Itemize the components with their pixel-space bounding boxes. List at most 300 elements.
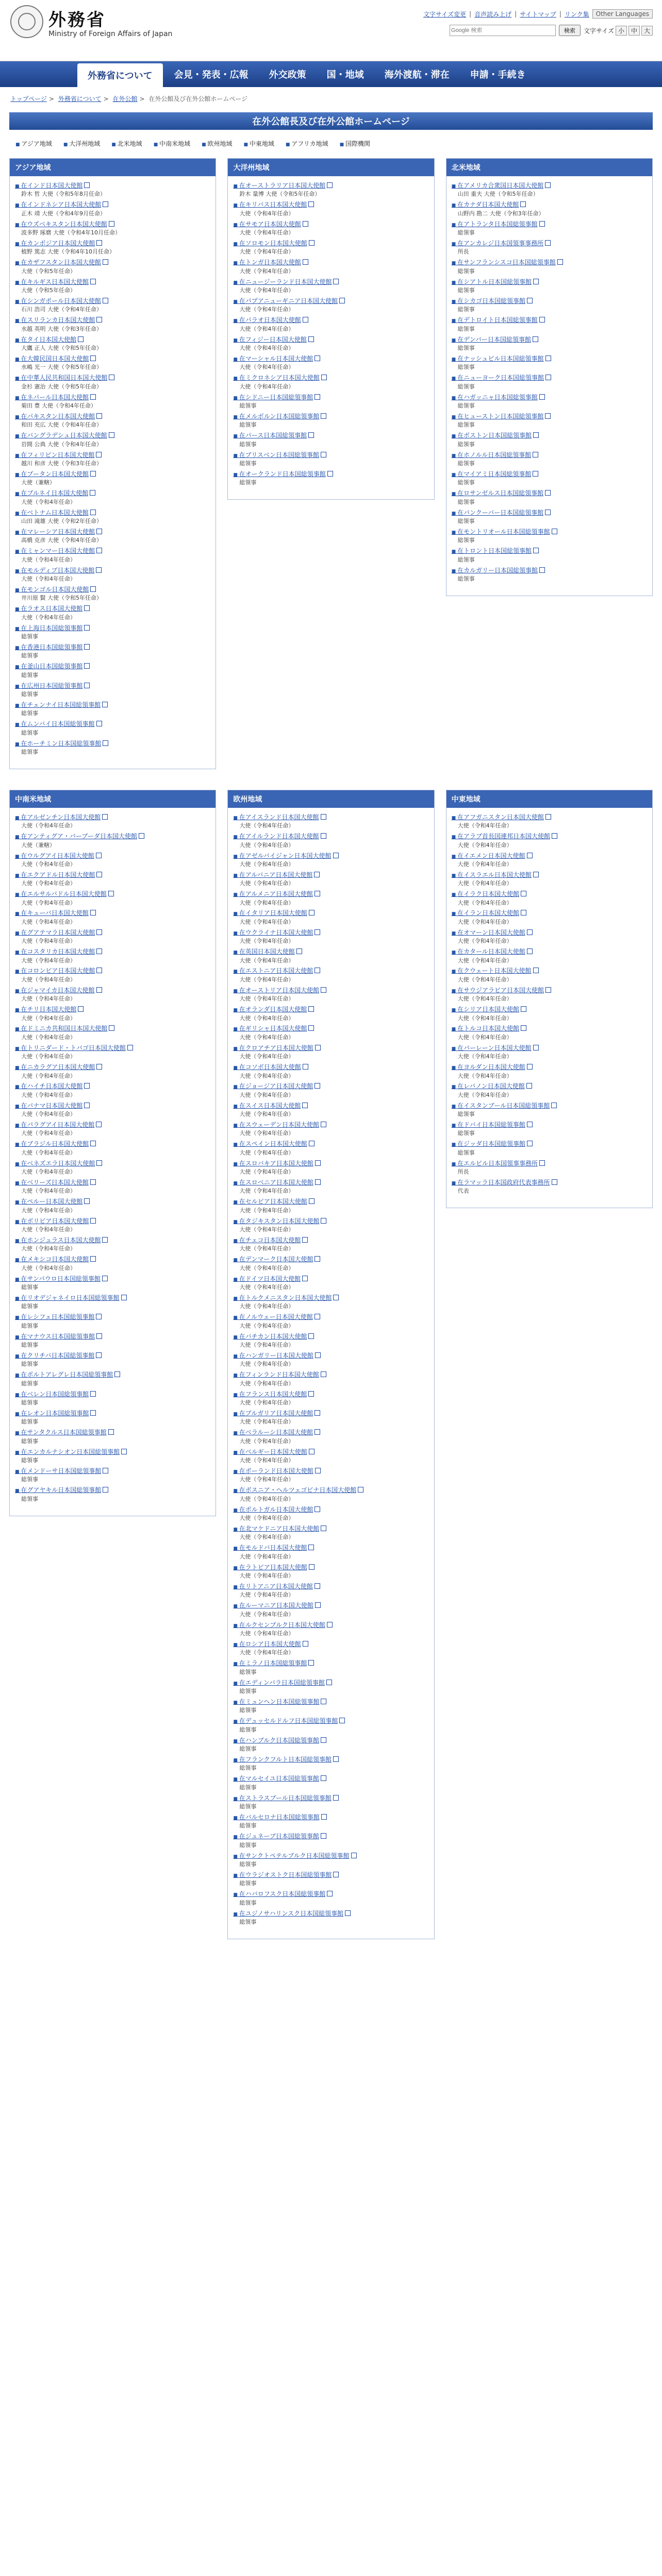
mission-link[interactable]: ■ 在ベレン日本国総領事館 [15, 1391, 89, 1398]
mission-link[interactable]: ■ 在ジョージア日本国大使館 [233, 1082, 313, 1090]
other-languages-button[interactable]: Other Languages [592, 9, 653, 19]
mission-link[interactable]: ■ 在ウクライナ日本国大使館 [233, 929, 313, 936]
mission-link[interactable]: ■ 在アルゼンチン日本国大使館 [15, 814, 101, 821]
mission-link[interactable]: ■ 在トロント日本国総領事館 [452, 547, 532, 554]
ambassador-name: 岩間 公典 大使（令和4年任命） [21, 440, 102, 448]
mission-link[interactable]: ■ 在ギリシャ日本国大使館 [233, 1025, 307, 1032]
mission-link[interactable]: ■ 在トリニダード・トバゴ日本国大使館 [15, 1044, 126, 1052]
mission-link[interactable]: ■ 在ジッダ日本国総領事館 [452, 1140, 525, 1147]
ambassador-name: 大使（令和4年任命） [239, 1226, 294, 1233]
ambassador-name: 大使（令和4年任命） [239, 1014, 294, 1022]
external-link-icon [321, 1526, 326, 1531]
ambassador-name: 総領事 [21, 710, 38, 717]
external-link-icon [527, 1064, 533, 1070]
mission-link[interactable]: ■ 在クリチバ日本国総領事館 [15, 1352, 94, 1359]
mission-link[interactable]: ■ 在マルセイユ日本国総領事館 [233, 1775, 319, 1782]
region-list [446, 176, 652, 596]
mission-link[interactable]: ■ 在広州日本国総領事館 [15, 682, 82, 689]
region-link[interactable]: ■ 大洋州地域 [63, 139, 100, 148]
mission-link[interactable]: ■ 在オマーン日本国大使館 [452, 929, 525, 936]
mission-entry [452, 200, 647, 217]
mission-entry [452, 986, 647, 1003]
mission-entry [452, 890, 647, 907]
ambassador-name: 大使（令和4年任命） [239, 1207, 294, 1214]
mission-link[interactable]: ■ 在キルギス日本国大使館 [15, 278, 89, 285]
mission-entry [233, 1313, 428, 1330]
mission-link[interactable]: ■ 在デンバー日本国総領事館 [452, 336, 531, 343]
mission-link[interactable]: ■ 在タイ日本国大使館 [15, 336, 76, 343]
external-link-icon [533, 336, 538, 342]
mission-link[interactable]: ■ 在ウズベキスタン日本国大使館 [15, 221, 107, 228]
mission-link[interactable]: ■ 在ニュージーランド日本国大使館 [233, 278, 332, 285]
mission-link[interactable]: ■ 在インドネシア日本国大使館 [15, 201, 101, 208]
mission-entry [452, 1178, 647, 1195]
mission-link[interactable]: ■ 在コロンビア日本国大使館 [15, 967, 95, 974]
mission-entry [15, 662, 210, 679]
mission-link[interactable]: ■ 在モントリオール日本国総領事館 [452, 528, 550, 535]
ambassador-name: 代表 [457, 1188, 469, 1195]
mission-entry [233, 354, 428, 371]
mission-link[interactable]: ■ 在エディンバラ日本国総領事館 [233, 1679, 325, 1686]
mission-link[interactable]: ■ 在香港日本国総領事館 [15, 643, 82, 651]
ambassador-name: 大使（令和4年任命） [21, 1053, 76, 1060]
mission-link[interactable]: ■ 在コソボ日本国大使館 [233, 1063, 301, 1071]
mission-link[interactable]: ■ 在ドミニカ共和国日本国大使館 [15, 1025, 107, 1032]
mission-link[interactable]: ■ 在オークランド日本国総領事館 [233, 470, 325, 478]
mission-link[interactable]: ■ 在カザフスタン日本国大使館 [15, 259, 101, 266]
mission-link[interactable]: ■ 在カタール日本国大使館 [452, 948, 525, 955]
mission-link[interactable]: ■ 在オーストラリア日本国大使館 [233, 182, 325, 189]
nav-item-policy[interactable]: 外交政策 [269, 70, 306, 80]
mission-link[interactable]: ■ 在ミラノ日本国総領事館 [233, 1659, 307, 1667]
external-link-icon [121, 1295, 127, 1300]
external-link-icon [521, 1006, 526, 1012]
mission-link[interactable]: ■ 在タジキスタン日本国大使館 [233, 1217, 319, 1225]
mission-link[interactable]: ■ 在バルセロナ日本国総領事館 [233, 1814, 319, 1821]
mission-link[interactable]: ■ 在ホーチミン日本国総領事館 [15, 740, 101, 747]
mission-link[interactable]: ■ 在エルサルバドル日本国大使館 [15, 890, 107, 897]
external-link-icon [96, 968, 102, 973]
font-size-small-button[interactable]: 小 [616, 26, 627, 36]
region-list [10, 176, 216, 769]
ambassador-name: 鈴木 哲 大使（令和5年8月任命） [21, 191, 106, 198]
mission-link[interactable]: ■ 在オランダ日本国大使館 [233, 1006, 307, 1013]
mission-link[interactable]: ■ 在アメリカ合衆国日本国大使館 [452, 182, 544, 189]
mission-link[interactable]: ■ 在シカゴ日本国総領事館 [452, 297, 525, 304]
mission-link[interactable]: ■ 在ジャマイカ日本国大使館 [15, 987, 95, 994]
mission-link[interactable]: ■ 在チリ日本国大使館 [15, 1006, 76, 1013]
external-link-icon [103, 740, 108, 746]
mission-link[interactable]: ■ 在イタリア日本国大使館 [233, 909, 307, 917]
mission-link[interactable]: ■ 在ラトビア日本国大使館 [233, 1564, 307, 1571]
font-size-medium-button[interactable]: 中 [628, 26, 640, 36]
ambassador-name: 総領事 [239, 1803, 257, 1810]
mission-link[interactable]: ■ 在モルドバ日本国大使館 [233, 1544, 307, 1551]
mission-entry [15, 1313, 210, 1330]
mission-link[interactable]: ■ 在キューバ日本国大使館 [15, 909, 89, 917]
mission-link[interactable]: ■ 在パキスタン日本国大使館 [15, 413, 95, 420]
mission-link[interactable]: ■ 在アンティグア・バーブーダ日本国大使館 [15, 833, 137, 840]
mission-link[interactable]: ■ 在ホンジュラス日本国大使館 [15, 1236, 101, 1244]
search-button[interactable]: 検索 [559, 25, 581, 36]
mission-link[interactable]: ■ 在ボスニア・ヘルツェゴビナ日本国大使館 [233, 1486, 356, 1494]
ambassador-name: 総領事 [21, 1342, 38, 1349]
mission-link[interactable]: ■ 在マナウス日本国総領事館 [15, 1333, 95, 1340]
mission-link[interactable]: ■ 在ブラジル日本国大使館 [15, 1140, 89, 1147]
mission-link[interactable]: ■ 在レオン日本国総領事館 [15, 1410, 89, 1417]
mission-entry [452, 393, 647, 410]
mission-link[interactable]: ■ 在ポルトアレグレ日本国総領事館 [15, 1371, 113, 1378]
mission-link[interactable]: ■ 在チェコ日本国大使館 [233, 1236, 301, 1244]
mission-link[interactable]: ■ 在フィリピン日本国大使館 [15, 451, 94, 459]
ambassador-name: 大使（令和4年任命） [21, 1111, 76, 1118]
mission-link[interactable]: ■ 在トルコ日本国大使館 [452, 1025, 519, 1032]
mission-link[interactable]: ■ 在アゼルバイジャン日本国大使館 [233, 852, 331, 859]
mission-link[interactable]: ■ 在ムンバイ日本国総領事館 [15, 720, 95, 727]
mission-entry [233, 1486, 428, 1503]
mission-link[interactable]: ■ 在デンマーク日本国大使館 [233, 1256, 313, 1263]
mission-link[interactable]: ■ 在ハンガリー日本国大使館 [233, 1352, 313, 1359]
mission-link[interactable]: ■ 在パナマ日本国大使館 [15, 1102, 82, 1109]
mission-link[interactable]: ■ 在メキシコ日本国大使館 [15, 1256, 89, 1263]
mission-link[interactable]: ■ 在スイス日本国大使館 [233, 1102, 301, 1109]
mission-entry [233, 1813, 428, 1830]
external-link-icon [526, 1083, 532, 1089]
region-box [446, 790, 653, 1209]
mission-link[interactable]: ■ 在シンガポール日本国大使館 [15, 297, 101, 304]
ambassador-name: 大使（令和4年任命） [457, 1014, 512, 1022]
mission-link[interactable]: ■ 在メルボルン日本国総領事館 [233, 413, 319, 420]
mission-link[interactable]: ■ 在アトランタ日本国総領事館 [452, 221, 538, 228]
mission-link[interactable]: ■ 在カナダ日本国大使館 [452, 201, 519, 208]
mission-link[interactable]: ■ 在ウルグアイ日本国大使館 [15, 852, 94, 859]
mission-link[interactable]: ■ 在ベラルーシ日本国大使館 [233, 1429, 313, 1436]
mission-link[interactable]: ■ 在ロサンゼルス日本国総領事館 [452, 489, 543, 497]
mission-link[interactable]: ■ 在ハガッニャ日本国総領事館 [452, 394, 538, 401]
mission-link[interactable]: ■ 在レシフェ日本国総領事館 [15, 1313, 94, 1320]
mission-link[interactable]: ■ 在マイアミ日本国総領事館 [452, 470, 532, 478]
region-link[interactable]: ■ 国際機関 [340, 139, 370, 148]
mission-link[interactable]: ■ 在バーレーン日本国大使館 [452, 1044, 532, 1052]
ambassador-name: 和田 充広 大使（令和4年任命） [21, 421, 102, 429]
mission-link[interactable]: ■ 在北マケドニア日本国大使館 [233, 1525, 319, 1532]
ambassador-name: 大使（令和4年任命） [239, 957, 294, 964]
nav-item-travel[interactable]: 海外渡航・滞在 [384, 70, 450, 80]
mission-entry [452, 181, 647, 198]
mission-link[interactable]: ■ 在ミクロネシア日本国大使館 [233, 374, 319, 381]
mission-link[interactable]: ■ 在クウェート日本国大使館 [452, 967, 532, 974]
mission-link[interactable]: ■ 在エルビル日本国領事事務所 [452, 1160, 538, 1167]
mission-link[interactable]: ■ 在リトアニア日本国大使館 [233, 1583, 312, 1590]
mission-link[interactable]: ■ 在ベルギー日本国大使館 [233, 1448, 307, 1455]
mission-link[interactable]: ■ 在グアヤキル日本国総領事館 [15, 1486, 101, 1494]
mission-link[interactable]: ■ 在サンタクルス日本国総領事館 [15, 1429, 107, 1436]
ambassador-name: 総領事 [21, 1476, 38, 1483]
mission-entry [452, 1024, 647, 1041]
mission-link[interactable]: ■ 在スロベニア日本国大使館 [233, 1179, 313, 1186]
mission-entry [233, 451, 428, 468]
mission-link[interactable]: ■ 在ハンブルク日本国総領事館 [233, 1737, 319, 1744]
region-link[interactable]: ■ 欧州地域 [202, 139, 232, 148]
mission-link[interactable]: ■ 在ポーランド日本国大使館 [233, 1467, 313, 1475]
mission-link[interactable]: ■ 在スウェーデン日本国大使館 [233, 1121, 319, 1128]
external-link-icon [533, 872, 539, 877]
ambassador-name: 大使（令和4年任命） [457, 1053, 512, 1060]
nav-item-press[interactable]: 会見・発表・広報 [174, 70, 249, 80]
mission-link[interactable]: ■ 在クロアチア日本国大使館 [233, 1044, 313, 1052]
utility-link[interactable]: リンク集 [564, 10, 589, 18]
mission-link[interactable]: ■ 在ユジノサハリンスク日本国総領事館 [233, 1910, 343, 1917]
site-logo[interactable] [10, 5, 172, 38]
mission-link[interactable]: ■ 在トルクメニスタン日本国大使館 [233, 1294, 332, 1301]
mission-link[interactable]: ■ 在パプアニューギニア日本国大使館 [233, 297, 338, 304]
mission-link[interactable]: ■ 在上海日本国総領事館 [15, 624, 82, 632]
mission-link[interactable]: ■ 在サウジアラビア日本国大使館 [452, 987, 544, 994]
mission-link[interactable]: ■ 在ウラジオストク日本国総領事館 [233, 1871, 332, 1878]
mission-entry [15, 509, 210, 526]
mission-link[interactable]: ■ 在オーストリア日本国大使館 [233, 987, 319, 994]
mission-link[interactable]: ■ 在バンクーバー日本国総領事館 [452, 509, 544, 516]
mission-link[interactable]: ■ 在モンゴル日本国大使館 [15, 586, 89, 593]
region-link[interactable]: ■ 中南米地域 [154, 139, 190, 148]
external-link-icon [315, 355, 320, 361]
mission-link[interactable]: ■ 在アラブ首長国連邦日本国大使館 [452, 833, 550, 840]
external-link-icon [527, 853, 533, 858]
nav-item-about[interactable]: 外務省について [77, 63, 163, 89]
mission-link[interactable]: ■ 在パース日本国総領事館 [233, 432, 307, 439]
bottom-region-columns [9, 790, 653, 1955]
mission-entry [452, 967, 647, 984]
utility-link[interactable]: サイトマップ [520, 10, 556, 18]
external-link-icon [551, 1103, 557, 1108]
breadcrumb-link[interactable]: 外務省について [58, 95, 102, 103]
mission-link[interactable]: ■ 在アルメニア日本国大使館 [233, 890, 313, 897]
mission-link[interactable]: ■ 在ブルネイ日本国大使館 [15, 489, 88, 497]
breadcrumb-link[interactable]: トップページ [10, 95, 47, 103]
ambassador-name: 大使（令和4年任命） [239, 306, 294, 313]
mission-link[interactable]: ■ 在シドニー日本国総領事館 [233, 394, 313, 401]
mission-link[interactable]: ■ 在インド日本国大使館 [15, 182, 82, 189]
mission-link[interactable]: ■ 在デトロイト日本国総領事館 [452, 316, 538, 324]
utility-link[interactable]: 音声読み上げ [474, 10, 512, 18]
mission-link[interactable]: ■ 在レバノン日本国大使館 [452, 1082, 525, 1090]
mission-entry [233, 1832, 428, 1849]
region-link[interactable]: ■ アジア地域 [15, 139, 52, 148]
mission-link[interactable]: ■ 在ミュンヘン日本国総領事館 [233, 1698, 319, 1705]
mission-link[interactable]: ■ 在パラオ日本国大使館 [233, 316, 301, 324]
mission-link[interactable]: ■ 在ニカラグア日本国大使館 [15, 1063, 95, 1071]
mission-link[interactable]: ■ 在イスタンブール日本国総領事館 [452, 1102, 550, 1109]
mission-entry [233, 1390, 428, 1407]
mission-link[interactable]: ■ 在ソロモン日本国大使館 [233, 240, 307, 247]
mission-link[interactable]: ■ 在ペルー日本国大使館 [15, 1198, 82, 1205]
mission-link[interactable]: ■ 在シリア日本国大使館 [452, 1006, 519, 1013]
mission-link[interactable]: ■ 在アフガニスタン日本国大使館 [452, 814, 544, 821]
mission-link[interactable]: ■ 在グアテマラ日本国大使館 [15, 929, 95, 936]
search-input[interactable] [450, 25, 556, 36]
mission-link[interactable]: ■ 在ドバイ日本国総領事館 [452, 1121, 525, 1128]
external-link-icon [309, 1198, 315, 1204]
external-link-icon [527, 298, 533, 303]
ambassador-name: 大使（令和4年任命） [239, 995, 294, 1003]
mission-link[interactable]: ■ 在ベトナム日本国大使館 [15, 509, 89, 516]
external-link-icon [96, 853, 102, 858]
mission-link[interactable]: ■ 在ハバロフスク日本国総領事館 [233, 1890, 325, 1897]
mission-link[interactable]: ■ 在ブリスベン日本国総領事館 [233, 451, 319, 459]
mission-link[interactable]: ■ 在ボストン日本国総領事館 [452, 432, 532, 439]
mission-link[interactable]: ■ 在ブータン日本国大使館 [15, 470, 89, 478]
mission-link[interactable]: ■ 在ネパール日本国大使館 [15, 394, 89, 401]
mission-entry [15, 871, 210, 888]
mission-link[interactable]: ■ 在ヒューストン日本国総領事館 [452, 413, 544, 420]
external-link-icon [314, 872, 320, 877]
mission-link[interactable]: ■ 在釜山日本国総領事館 [15, 663, 82, 670]
mission-link[interactable]: ■ 在ラオス日本国大使館 [15, 605, 82, 612]
mission-link[interactable]: ■ 在大韓民国日本国大使館 [15, 355, 89, 362]
mission-link[interactable]: ■ 在デュッセルドルフ日本国総領事館 [233, 1717, 338, 1724]
region-link[interactable]: ■ 北米地域 [111, 139, 142, 148]
mission-link[interactable]: ■ 在ミャンマー日本国大使館 [15, 547, 95, 554]
mission-link[interactable]: ■ 在フランス日本国大使館 [233, 1391, 307, 1398]
ambassador-name: 総領事 [457, 537, 475, 544]
mission-link[interactable]: ■ 在サンクトペテルブルク日本国総領事館 [233, 1852, 349, 1859]
mission-link[interactable]: ■ 在ニューヨーク日本国総領事館 [452, 374, 544, 381]
mission-link[interactable]: ■ 在フィジー日本国大使館 [233, 336, 306, 343]
mission-link[interactable]: ■ 在サンパウロ日本国総領事館 [15, 1275, 101, 1282]
ambassador-name: 総領事 [21, 1399, 38, 1406]
mission-link[interactable]: ■ 在チェンナイ日本国総領事館 [15, 701, 101, 708]
mission-link[interactable]: ■ 在カンボジア日本国大使館 [15, 240, 95, 247]
mission-entry [452, 947, 647, 964]
mission-link[interactable]: ■ 在ルクセンブルク日本国大使館 [233, 1621, 325, 1629]
mission-link[interactable]: ■ 在ラマッラ日本国政府代表事務所 [452, 1179, 550, 1186]
nav-item-countries[interactable]: 国・地域 [326, 70, 364, 80]
mission-link[interactable]: ■ 在バングラデシュ日本国大使館 [15, 432, 107, 439]
region-box [9, 158, 216, 769]
mission-link[interactable]: ■ 在アイスランド日本国大使館 [233, 814, 319, 821]
mission-link[interactable]: ■ 在ベネズエラ日本国大使館 [15, 1160, 95, 1167]
ambassador-name: 大使（令和4年任命） [21, 1168, 76, 1176]
region-heading: アジア地域 [10, 159, 216, 176]
mission-link[interactable]: ■ 在イラン日本国大使館 [452, 909, 519, 917]
mission-link[interactable]: ■ 在マレーシア日本国大使館 [15, 528, 95, 535]
mission-entry [233, 1563, 428, 1580]
external-link-icon [539, 394, 545, 400]
mission-link[interactable]: ■ 在ボリビア日本国大使館 [15, 1217, 89, 1225]
ambassador-name: 大使（令和4年任命） [239, 1149, 294, 1156]
mission-link[interactable]: ■ 在シアトル日本国総領事館 [452, 278, 532, 285]
mission-link[interactable]: ■ 在コスタリカ日本国大使館 [15, 948, 95, 955]
mission-link[interactable]: ■ 在ヨルダン日本国大使館 [452, 1063, 525, 1071]
mission-link[interactable]: ■ 在ストラスブール日本国総領事館 [233, 1794, 331, 1802]
mission-link[interactable]: ■ 在スペイン日本国大使館 [233, 1140, 307, 1147]
region-link[interactable]: ■ 中東地域 [243, 139, 274, 148]
mission-link[interactable]: ■ 在フランクフルト日本国総領事館 [233, 1756, 332, 1763]
mission-link[interactable]: ■ 在イスラエル日本国大使館 [452, 871, 532, 878]
mission-link[interactable]: ■ 在エストニア日本国大使館 [233, 967, 313, 974]
mission-link[interactable]: ■ 在イエメン日本国大使館 [452, 852, 525, 859]
mission-link[interactable]: ■ 在バチカン日本国大使館 [233, 1333, 307, 1340]
external-link-icon [315, 1583, 320, 1589]
breadcrumb-link[interactable]: 在外公館 [112, 95, 138, 103]
mission-entry [233, 1140, 428, 1157]
mission-link[interactable]: ■ 在ブルガリア日本国大使館 [233, 1410, 313, 1417]
external-link-icon [96, 240, 102, 246]
mission-link[interactable]: ■ 在サンフランシスコ日本国総領事館 [452, 259, 556, 266]
ambassador-name: 大使（令和5年任命） [21, 267, 76, 275]
mission-entry [233, 986, 428, 1003]
mission-link[interactable]: ■ 在フィンランド日本国大使館 [233, 1371, 319, 1378]
mission-entry [15, 1370, 210, 1387]
mission-link[interactable]: ■ 在英国日本国大使館 [233, 948, 294, 955]
mission-link[interactable]: ■ 在トンガ日本国大使館 [233, 259, 301, 266]
mission-entry [452, 1140, 647, 1157]
mission-link[interactable]: ■ 在ルーマニア日本国大使館 [233, 1602, 313, 1609]
mission-link[interactable]: ■ 在メンドーサ日本国総領事館 [15, 1467, 101, 1475]
mission-link[interactable]: ■ 在ドイツ日本国大使館 [233, 1275, 301, 1282]
external-link-icon [521, 1025, 526, 1031]
region-link[interactable]: ■ アフリカ地域 [286, 139, 328, 148]
mission-link[interactable]: ■ 在パラグアイ日本国大使館 [15, 1121, 94, 1128]
mission-link[interactable]: ■ 在アンカレジ日本国領事事務所 [452, 240, 544, 247]
mission-link[interactable]: ■ 在エクアドル日本国大使館 [15, 871, 95, 878]
mission-link[interactable]: ■ 在ハイチ日本国大使館 [15, 1082, 82, 1090]
external-link-icon [333, 279, 339, 284]
external-link-icon [84, 605, 90, 611]
mission-link[interactable]: ■ 在中華人民共和国日本国大使館 [15, 374, 107, 381]
mission-link[interactable]: ■ 在アイルランド日本国大使館 [233, 833, 319, 840]
mission-link[interactable]: ■ 在マーシャル日本国大使館 [233, 355, 313, 362]
mission-link[interactable]: ■ 在ポルトガル日本国大使館 [233, 1506, 313, 1513]
mission-entry [233, 967, 428, 984]
mission-entry [15, 393, 210, 410]
mission-entry [233, 1159, 428, 1176]
mission-link[interactable]: ■ 在ベリーズ日本国大使館 [15, 1179, 89, 1186]
utility-link[interactable]: 文字サイズ変更 [423, 10, 467, 18]
nav-item-procedures[interactable]: 申請・手続き [470, 70, 526, 80]
mission-link[interactable]: ■ 在アルバニア日本国大使館 [233, 871, 312, 878]
mission-link[interactable]: ■ 在サモア日本国大使館 [233, 221, 301, 228]
ambassador-name: 総領事 [21, 1437, 38, 1445]
external-link-icon [96, 1160, 102, 1166]
mission-link[interactable]: ■ 在スロバキア日本国大使館 [233, 1160, 313, 1167]
external-link-icon [84, 683, 90, 688]
mission-link[interactable]: ■ 在ロシア日本国大使館 [233, 1640, 301, 1648]
mission-entry [233, 1332, 428, 1349]
mission-link[interactable]: ■ 在ナッシュビル日本国総領事館 [452, 355, 544, 362]
mission-link[interactable]: ■ 在キリバス日本国大使館 [233, 201, 307, 208]
mission-link[interactable]: ■ 在リオデジャネイロ日本国総領事館 [15, 1294, 120, 1301]
mission-link[interactable]: ■ 在ジュネーブ日本国総領事館 [233, 1833, 319, 1840]
mission-link[interactable]: ■ 在カルガリー日本国総領事館 [452, 567, 538, 574]
external-link-icon [539, 221, 545, 227]
mission-link[interactable]: ■ 在イラク日本国大使館 [452, 890, 519, 897]
mission-link[interactable]: ■ 在スリランカ日本国大使館 [15, 316, 95, 324]
ambassador-name: 大使（令和4年任命） [239, 899, 294, 906]
ambassador-name: 大使（令和4年任命） [457, 1072, 512, 1079]
font-size-large-button[interactable]: 大 [641, 26, 653, 36]
mission-link[interactable]: ■ 在セルビア日本国大使館 [233, 1198, 307, 1205]
mission-link[interactable]: ■ 在ノルウェー日本国大使館 [233, 1313, 312, 1320]
ambassador-name: 総領事 [239, 1880, 257, 1887]
mission-link[interactable]: ■ 在ホノルル日本国総領事館 [452, 451, 532, 459]
external-link-icon [533, 1045, 539, 1050]
mission-link[interactable]: ■ 在モルディブ日本国大使館 [15, 567, 94, 574]
mission-entry [15, 890, 210, 907]
mission-link[interactable]: ■ 在エンカルナシオン日本国総領事館 [15, 1448, 120, 1455]
ambassador-name: 大使（令和4年任命） [457, 957, 512, 964]
external-link-icon [545, 814, 551, 820]
